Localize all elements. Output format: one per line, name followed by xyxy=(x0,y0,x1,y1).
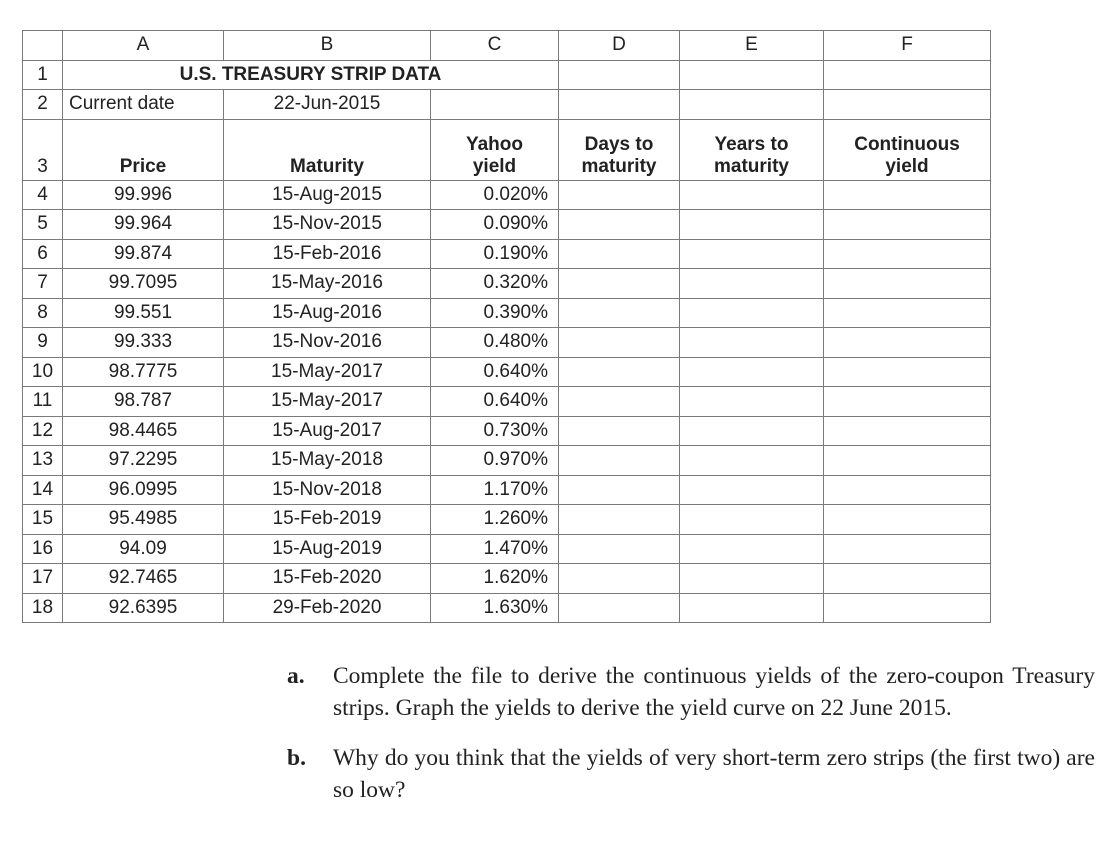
price-cell[interactable]: 99.551 xyxy=(63,298,224,328)
years-to-maturity-cell[interactable] xyxy=(680,239,824,269)
days-to-maturity-cell[interactable] xyxy=(559,269,680,299)
corner-cell[interactable] xyxy=(23,31,63,61)
question-b xyxy=(287,742,1095,806)
column-header-a[interactable]: A xyxy=(63,31,224,61)
price-header[interactable]: Price xyxy=(63,119,224,180)
header-line: Years to xyxy=(714,133,789,155)
row-number[interactable]: 2 xyxy=(23,90,63,120)
yahoo-yield-cell[interactable]: 0.480% xyxy=(431,328,559,358)
row-number[interactable]: 3 xyxy=(23,119,63,180)
price-cell[interactable]: 99.874 xyxy=(63,239,224,269)
yahoo-yield-cell[interactable]: 1.630% xyxy=(431,593,559,623)
days-to-maturity-cell[interactable] xyxy=(559,534,680,564)
maturity-cell[interactable]: 15-Aug-2017 xyxy=(224,416,431,446)
header-line: yield xyxy=(885,155,929,177)
sheet-title[interactable]: U.S. TREASURY STRIP DATA xyxy=(63,60,559,90)
row-number[interactable]: 13 xyxy=(23,446,63,476)
column-header-row xyxy=(23,31,991,61)
row-number[interactable]: 1 xyxy=(23,60,63,90)
table-row xyxy=(23,446,991,476)
continuous-yield-cell[interactable] xyxy=(824,564,991,594)
row-number[interactable]: 4 xyxy=(23,180,63,210)
yahoo-yield-cell[interactable]: 0.320% xyxy=(431,269,559,299)
yahoo-yield-cell[interactable]: 0.730% xyxy=(431,416,559,446)
years-to-maturity-cell[interactable] xyxy=(680,210,824,240)
years-to-maturity-cell[interactable] xyxy=(680,564,824,594)
yahoo-yield-cell[interactable]: 0.390% xyxy=(431,298,559,328)
price-cell[interactable]: 98.787 xyxy=(63,387,224,417)
years-to-maturity-cell[interactable] xyxy=(680,328,824,358)
row-number[interactable]: 16 xyxy=(23,534,63,564)
days-to-maturity-cell[interactable] xyxy=(559,298,680,328)
empty-cell[interactable] xyxy=(680,60,824,90)
continuous-yield-cell[interactable] xyxy=(824,446,991,476)
current-date-value[interactable]: 22-Jun-2015 xyxy=(224,90,431,120)
continuous-yield-cell[interactable] xyxy=(824,328,991,358)
table-row xyxy=(23,239,991,269)
price-cell[interactable]: 94.09 xyxy=(63,534,224,564)
title-row xyxy=(23,60,991,90)
years-to-maturity-cell[interactable] xyxy=(680,357,824,387)
yahoo-yield-cell[interactable]: 0.020% xyxy=(431,180,559,210)
header-line: Days to xyxy=(584,133,654,155)
row-number[interactable]: 5 xyxy=(23,210,63,240)
question-text: Why do you think that the yields of very short-term zero strips (the first two) are so low? xyxy=(333,745,1095,803)
table-row xyxy=(23,180,991,210)
days-to-maturity-cell[interactable] xyxy=(559,505,680,535)
column-header-f[interactable]: F xyxy=(824,31,991,61)
table-row xyxy=(23,269,991,299)
years-to-maturity-cell[interactable] xyxy=(680,593,824,623)
price-cell[interactable]: 98.7775 xyxy=(63,357,224,387)
header-row xyxy=(23,119,991,180)
column-header-e[interactable]: E xyxy=(680,31,824,61)
days-to-maturity-cell[interactable] xyxy=(559,239,680,269)
spreadsheet-table xyxy=(22,30,991,623)
row-number[interactable]: 12 xyxy=(23,416,63,446)
header-line: Continuous xyxy=(854,133,960,155)
days-to-maturity-cell[interactable] xyxy=(559,387,680,417)
table-row xyxy=(23,328,991,358)
continuous-yield-cell[interactable] xyxy=(824,593,991,623)
column-header-c[interactable]: C xyxy=(431,31,559,61)
maturity-cell[interactable]: 15-Aug-2019 xyxy=(224,534,431,564)
row-number[interactable]: 14 xyxy=(23,475,63,505)
table-row xyxy=(23,475,991,505)
years-to-maturity-cell[interactable] xyxy=(680,446,824,476)
empty-cell[interactable] xyxy=(680,90,824,120)
days-to-maturity-cell[interactable] xyxy=(559,416,680,446)
continuous-yield-cell[interactable] xyxy=(824,180,991,210)
price-cell[interactable]: 99.964 xyxy=(63,210,224,240)
column-header-d[interactable]: D xyxy=(559,31,680,61)
row-number[interactable]: 17 xyxy=(23,564,63,594)
row-number[interactable]: 8 xyxy=(23,298,63,328)
questions-section xyxy=(287,660,1095,824)
days-to-maturity-cell[interactable] xyxy=(559,593,680,623)
continuous-yield-header[interactable] xyxy=(824,119,991,180)
years-to-maturity-header[interactable] xyxy=(680,119,824,180)
years-to-maturity-cell[interactable] xyxy=(680,298,824,328)
maturity-cell[interactable]: 15-May-2016 xyxy=(224,269,431,299)
header-line: yield xyxy=(472,155,517,177)
years-to-maturity-cell[interactable] xyxy=(680,269,824,299)
price-cell[interactable]: 97.2295 xyxy=(63,446,224,476)
days-to-maturity-cell[interactable] xyxy=(559,564,680,594)
header-line: Yahoo xyxy=(465,133,523,155)
days-to-maturity-cell[interactable] xyxy=(559,180,680,210)
empty-cell[interactable] xyxy=(824,90,991,120)
maturity-cell[interactable]: 15-Nov-2015 xyxy=(224,210,431,240)
yahoo-yield-cell[interactable]: 1.620% xyxy=(431,564,559,594)
empty-cell[interactable] xyxy=(559,90,680,120)
continuous-yield-cell[interactable] xyxy=(824,505,991,535)
years-to-maturity-cell[interactable] xyxy=(680,416,824,446)
maturity-cell[interactable]: 15-Feb-2020 xyxy=(224,564,431,594)
price-cell[interactable]: 92.7465 xyxy=(63,564,224,594)
table-row xyxy=(23,387,991,417)
maturity-cell[interactable]: 15-Nov-2018 xyxy=(224,475,431,505)
question-text: Complete the file to derive the continuous yields of the zero-coupon Treasury strips. Graph the yields to derive the yield curve on 22 June 2015. xyxy=(333,663,1095,721)
days-to-maturity-header[interactable] xyxy=(559,119,680,180)
continuous-yield-cell[interactable] xyxy=(824,269,991,299)
continuous-yield-cell[interactable] xyxy=(824,387,991,417)
days-to-maturity-cell[interactable] xyxy=(559,475,680,505)
price-cell[interactable]: 99.996 xyxy=(63,180,224,210)
empty-cell[interactable] xyxy=(431,90,559,120)
years-to-maturity-cell[interactable] xyxy=(680,505,824,535)
question-label: a. xyxy=(287,663,305,689)
years-to-maturity-cell[interactable] xyxy=(680,475,824,505)
price-cell[interactable]: 99.7095 xyxy=(63,269,224,299)
continuous-yield-cell[interactable] xyxy=(824,239,991,269)
empty-cell[interactable] xyxy=(824,60,991,90)
maturity-cell[interactable]: 15-May-2018 xyxy=(224,446,431,476)
price-cell[interactable]: 92.6395 xyxy=(63,593,224,623)
maturity-cell[interactable]: 15-Feb-2019 xyxy=(224,505,431,535)
days-to-maturity-cell[interactable] xyxy=(559,328,680,358)
table-row xyxy=(23,505,991,535)
days-to-maturity-cell[interactable] xyxy=(559,446,680,476)
price-cell[interactable]: 99.333 xyxy=(63,328,224,358)
row-number[interactable]: 6 xyxy=(23,239,63,269)
table-row xyxy=(23,210,991,240)
empty-cell[interactable] xyxy=(559,60,680,90)
maturity-cell[interactable]: 15-Aug-2015 xyxy=(224,180,431,210)
price-cell[interactable]: 96.0995 xyxy=(63,475,224,505)
continuous-yield-cell[interactable] xyxy=(824,534,991,564)
row-number[interactable]: 18 xyxy=(23,593,63,623)
current-date-row xyxy=(23,90,991,120)
question-a xyxy=(287,660,1095,724)
table-row xyxy=(23,534,991,564)
continuous-yield-cell[interactable] xyxy=(824,357,991,387)
table-row xyxy=(23,564,991,594)
continuous-yield-cell[interactable] xyxy=(824,416,991,446)
row-number[interactable]: 11 xyxy=(23,387,63,417)
table-row xyxy=(23,593,991,623)
row-number[interactable]: 7 xyxy=(23,269,63,299)
maturity-cell[interactable]: 15-May-2017 xyxy=(224,387,431,417)
years-to-maturity-cell[interactable] xyxy=(680,387,824,417)
table-row xyxy=(23,416,991,446)
table-row xyxy=(23,357,991,387)
maturity-cell[interactable]: 29-Feb-2020 xyxy=(224,593,431,623)
current-date-label[interactable]: Current date xyxy=(63,90,224,120)
question-label: b. xyxy=(287,745,306,771)
price-cell[interactable]: 98.4465 xyxy=(63,416,224,446)
days-to-maturity-cell[interactable] xyxy=(559,210,680,240)
header-line: maturity xyxy=(714,155,789,177)
row-number[interactable]: 10 xyxy=(23,357,63,387)
price-cell[interactable]: 95.4985 xyxy=(63,505,224,535)
yahoo-yield-cell[interactable]: 0.970% xyxy=(431,446,559,476)
maturity-header[interactable]: Maturity xyxy=(224,119,431,180)
maturity-cell[interactable]: 15-Feb-2016 xyxy=(224,239,431,269)
years-to-maturity-cell[interactable] xyxy=(680,534,824,564)
continuous-yield-cell[interactable] xyxy=(824,210,991,240)
yahoo-yield-cell[interactable]: 0.640% xyxy=(431,357,559,387)
yahoo-yield-cell[interactable]: 0.090% xyxy=(431,210,559,240)
yahoo-yield-cell[interactable]: 0.640% xyxy=(431,387,559,417)
yahoo-yield-header[interactable] xyxy=(431,119,559,180)
years-to-maturity-cell[interactable] xyxy=(680,180,824,210)
yahoo-yield-cell[interactable]: 1.170% xyxy=(431,475,559,505)
maturity-cell[interactable]: 15-Aug-2016 xyxy=(224,298,431,328)
column-header-b[interactable]: B xyxy=(224,31,431,61)
row-number[interactable]: 9 xyxy=(23,328,63,358)
maturity-cell[interactable]: 15-Nov-2016 xyxy=(224,328,431,358)
table-row xyxy=(23,298,991,328)
continuous-yield-cell[interactable] xyxy=(824,298,991,328)
header-line: maturity xyxy=(581,155,657,177)
yahoo-yield-cell[interactable]: 0.190% xyxy=(431,239,559,269)
days-to-maturity-cell[interactable] xyxy=(559,357,680,387)
maturity-cell[interactable]: 15-May-2017 xyxy=(224,357,431,387)
yahoo-yield-cell[interactable]: 1.260% xyxy=(431,505,559,535)
row-number[interactable]: 15 xyxy=(23,505,63,535)
yahoo-yield-cell[interactable]: 1.470% xyxy=(431,534,559,564)
continuous-yield-cell[interactable] xyxy=(824,475,991,505)
